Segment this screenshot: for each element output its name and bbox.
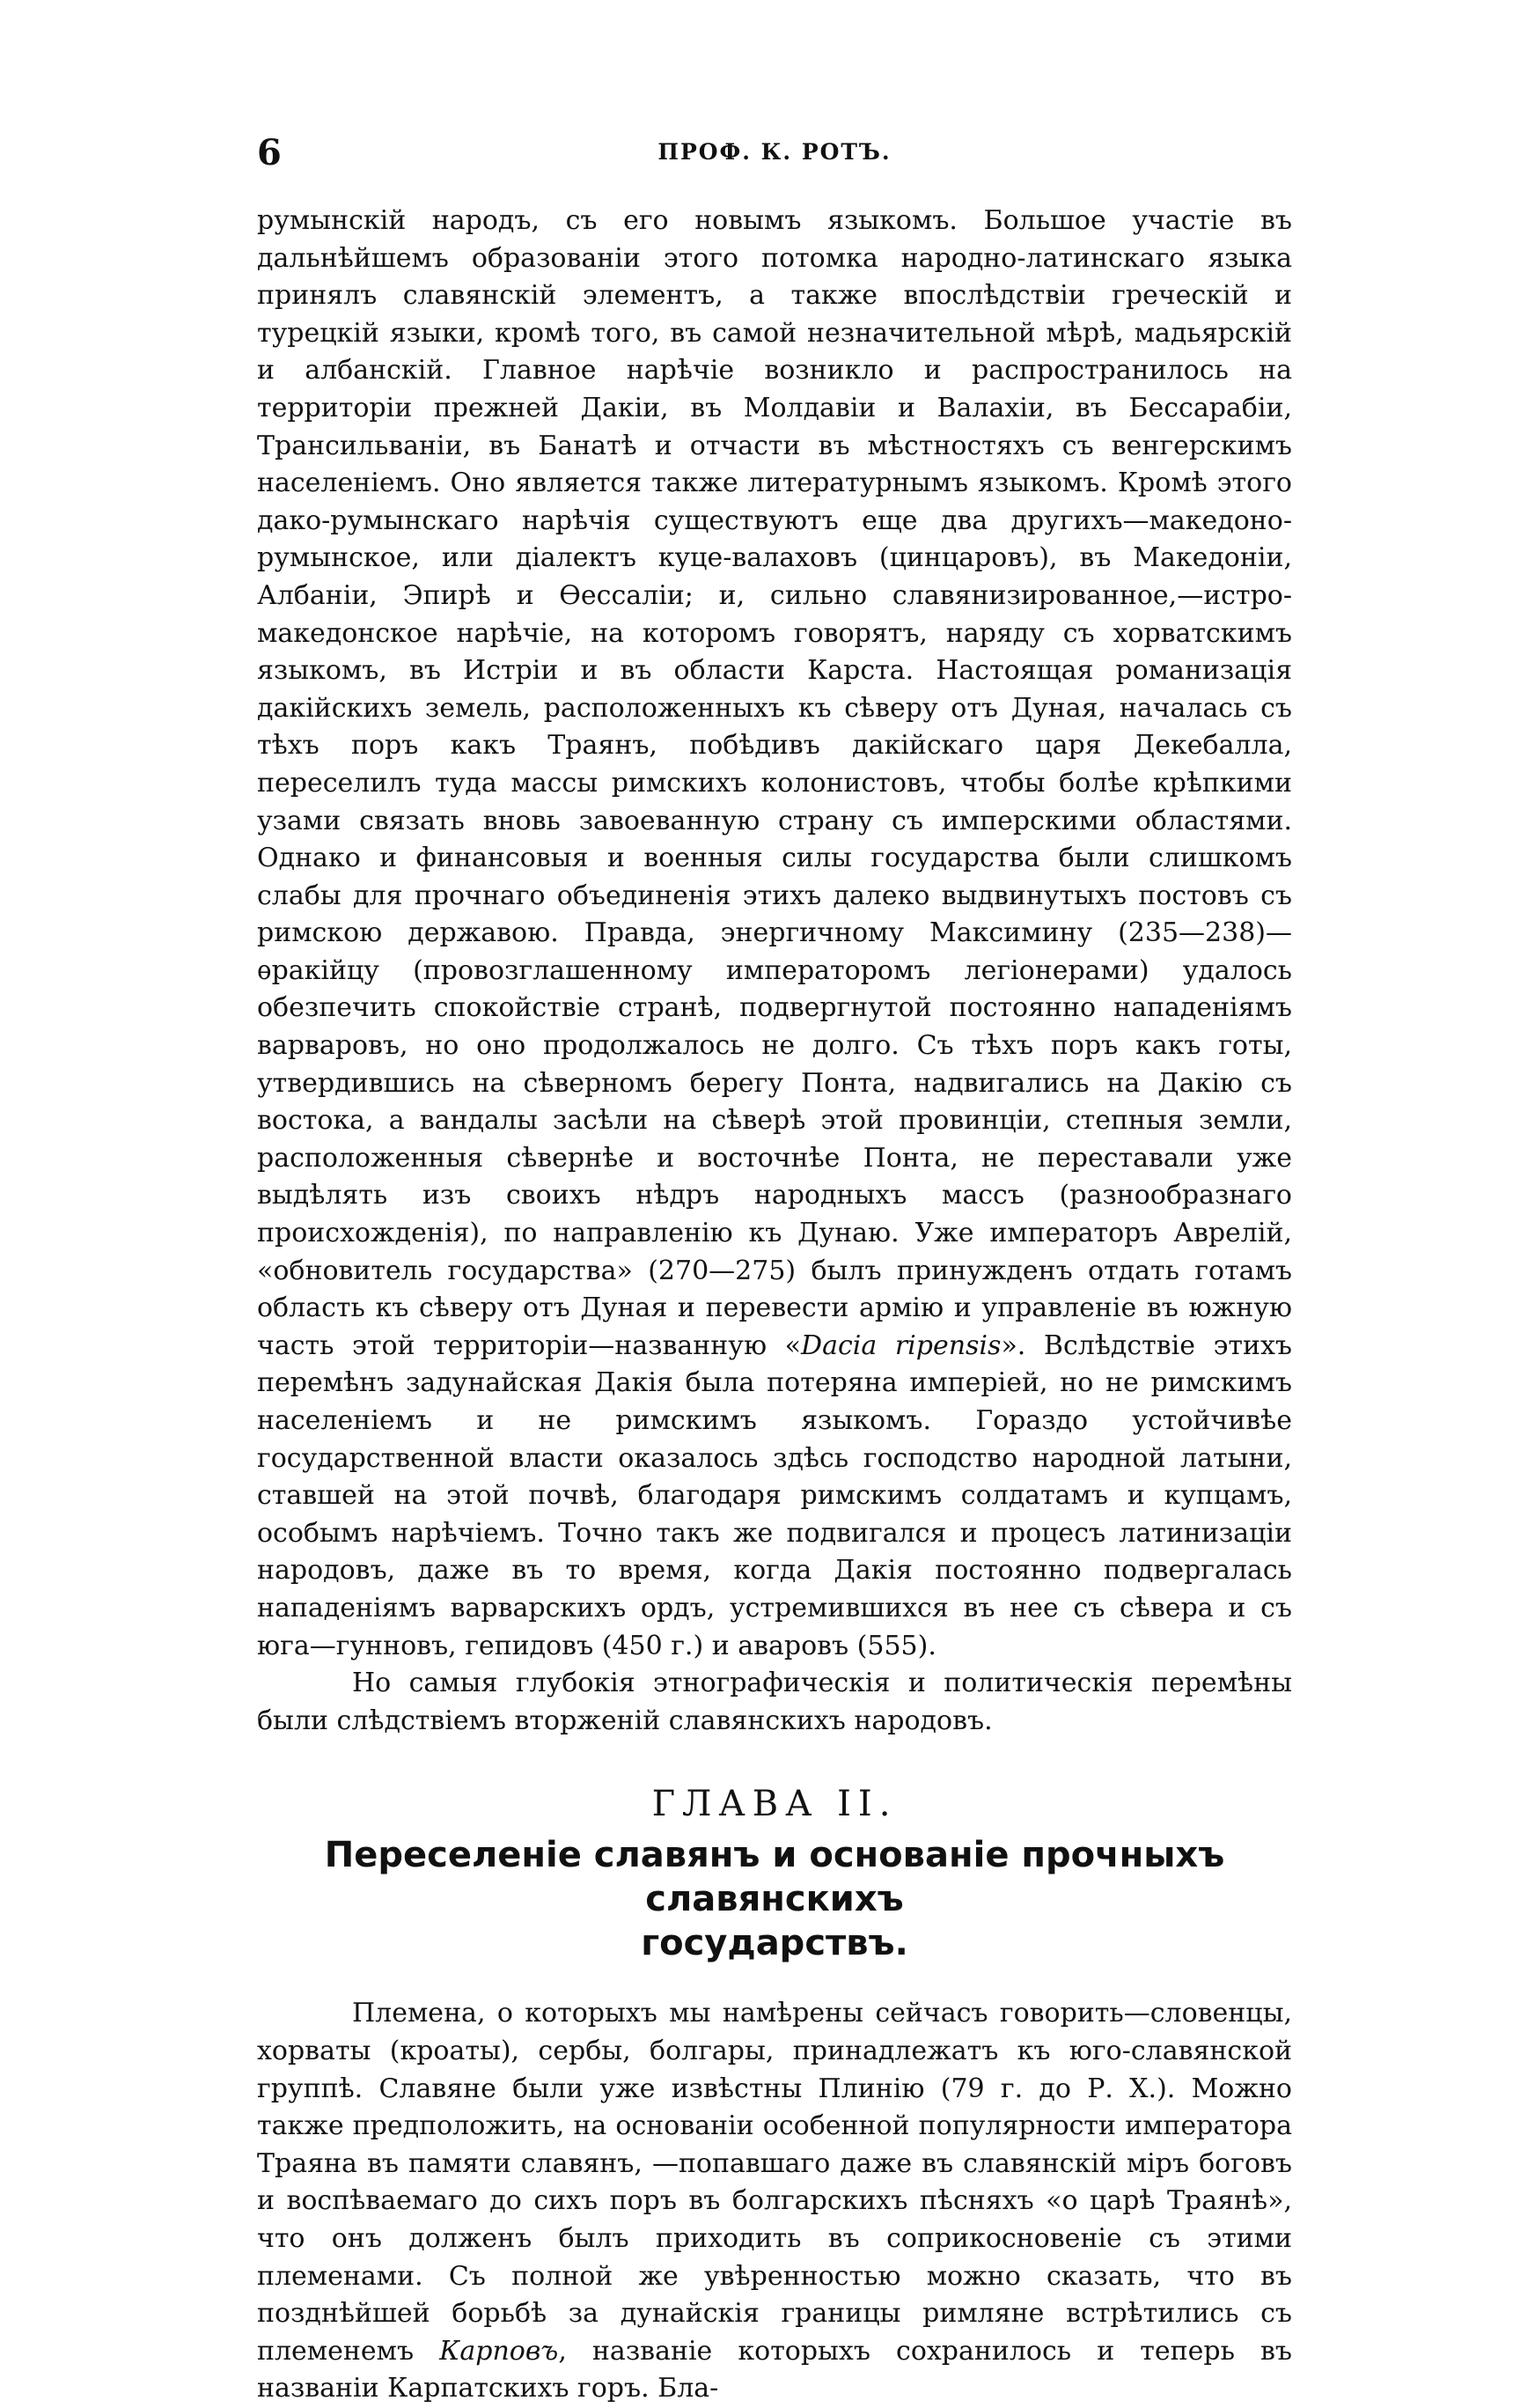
body-text-bottom — [257, 1995, 1292, 2408]
paragraph-p1 — [257, 203, 1292, 1665]
book-page — [257, 132, 1293, 2404]
paragraph-text: румынскій народъ, съ его новымъ языкомъ. Большое участіе въ дальнѣйшемъ образованіи этого потомка народно-латинскаго языка принялъ славянскій элементъ, а также впослѣдствіи греческій и турецкій языки, кромѣ того, въ самой незначительной мѣрѣ, мадьярскій и албанскій. Главное нарѣчіе возникло и распространилось на территоріи прежней Дакіи, въ Молдавіи и Валахіи, въ Бессарабіи, Трансильваніи, въ Банатѣ и отчасти въ мѣстностяхъ съ венгерскимъ населеніемъ. Оно является также литературнымъ языкомъ. Кромѣ этого дако-румынскаго нарѣчія существуютъ еще два другихъ—македоно-румынское, или діалектъ куце-валаховъ (цинцаровъ), въ Македоніи, Албаніи, Эпирѣ и Ѳессаліи; и, сильно славянизированное,—истро-македонское нарѣчіе, на которомъ говорятъ, наряду съ хорватскимъ языкомъ, въ Истріи и въ области Карста. Настоящая романизація дакійскихъ земель, расположенныхъ къ сѣверу отъ Дуная, началась съ тѣхъ поръ какъ Траянъ, побѣдивъ дакійскаго царя Декебалла, переселилъ туда массы римскихъ колонистовъ, чтобы болѣе крѣпкими узами связать вновь завоеванную страну съ имперскими областями. Однако и финансовыя и военныя силы государства были слишкомъ слабы для прочнаго объединенія этихъ далеко выдвинутыхъ постовъ съ римскою державою. Правда, энергичному Максимину (235—238)—ѳракійцу (провозглашенному императоромъ легіонерами) удалось обезпечить спокойствіе странѣ, подвергнутой постоянно нападеніямъ варваровъ, но оно продолжалось не долго. Съ тѣхъ поръ какъ готы, утвердившись на сѣверномъ берегу Понта, надвигались на Дакію съ востока, а вандалы засѣли на сѣверѣ этой провинціи, степныя земли, расположенныя сѣвернѣе и восточнѣе Понта, не переставали уже выдѣлять изъ своихъ нѣдръ народныхъ массъ (разнообразнаго происхожденія), по направленію къ Дунаю. Уже императоръ Аврелій, «обновитель государства» (270—275) былъ принужденъ отдать готамъ область къ сѣверу отъ Дуная и перевести армію и управленіе въ южную часть этой территоріи—названную « — [257, 205, 1292, 1361]
running-title: ПРОФ. К. РОТЪ. — [657, 139, 892, 165]
body-text-top — [257, 203, 1292, 1740]
paragraph-p3 — [257, 1995, 1292, 2408]
chapter-label: ГЛАВА II. — [651, 1784, 898, 1825]
chapter-title-line-1: Переселеніе славянъ и основаніе прочныхъ славянскихъ — [324, 1835, 1225, 1920]
paragraph-p2 — [257, 1665, 1292, 1740]
paragraph-text: Но самыя глубокія этнографическія и политическія перемѣны были слѣдствіемъ вторженій славянскихъ народовъ. — [257, 1668, 1292, 1736]
italic-term: Карповъ — [439, 2335, 559, 2367]
italic-term: Dacia ripensis — [801, 1329, 1002, 1361]
paragraph-text: Племена, о которыхъ мы намѣрены сейчасъ говорить—словенцы, хорваты (кроаты), сербы, болгары, принадлежатъ къ юго-славянской группѣ. Славяне были уже извѣстны Плинію (79 г. до Р. Х.). Можно также предположить, на основаніи особенной популярности императора Траяна въ памяти славянъ, —попавшаго даже въ славянскій міръ боговъ и воспѣваемаго до сихъ поръ въ болгарскихъ пѣсняхъ «о царѣ Траянѣ», что онъ долженъ былъ приходить въ соприкосновеніе съ этими племенами. Съ полной же увѣренностью можно сказать, что въ позднѣйшей борьбѣ за дунайскія границы римляне встрѣтились съ племенемъ — [257, 1998, 1292, 2367]
running-head — [257, 132, 1292, 176]
chapter-title — [257, 1833, 1292, 1965]
chapter-title-line-2: государствъ. — [641, 1923, 908, 1964]
page-number: 6 — [257, 132, 282, 173]
paragraph-text: , названіе которыхъ сохранилось и теперь въ названіи Карпатскихъ горъ. Бла- — [257, 2335, 1292, 2404]
paragraph-text: ». Вслѣдствіе этихъ перемѣнъ задунайская Дакія была потеряна имперіей, но не римскимъ населеніемъ и не римскимъ языкомъ. Гораздо устойчивѣе государственной власти оказалось здѣсь господство народной латыни, ставшей на этой почвѣ, благодаря римскимъ солдатамъ и купцамъ, особымъ нарѣчіемъ. Точно такъ же подвигался и процесъ латинизаціи народовъ, даже въ то время, когда Дакія постоянно подвергалась нападеніямъ варварскихъ ордъ, устремившихся въ нее съ сѣвера и съ юга—гунновъ, гепидовъ (450 г.) и аваровъ (555). — [257, 1329, 1293, 1661]
